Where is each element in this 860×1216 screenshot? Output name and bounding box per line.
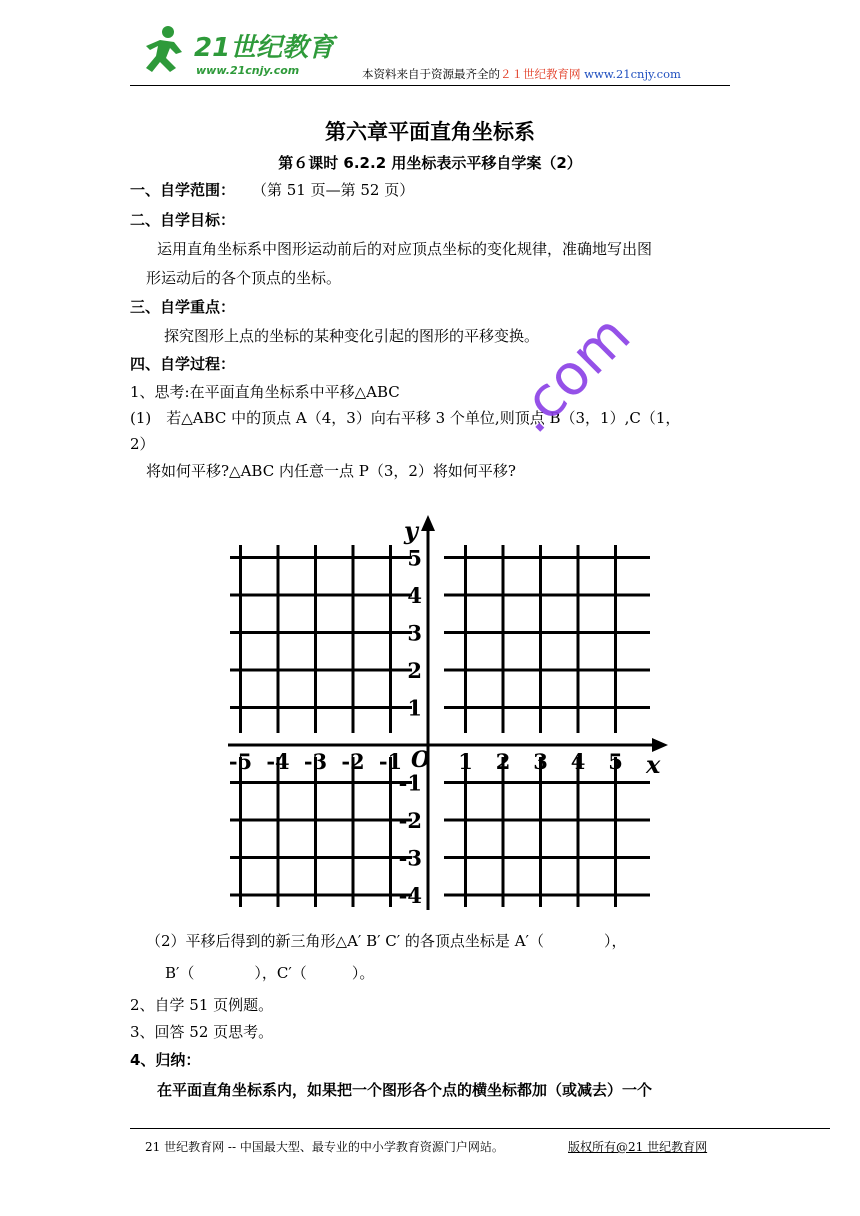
y-tick-label: 5 [407,545,422,571]
question-1-1-line-2: 2） [130,435,155,453]
x-tick-label: 3 [533,749,548,774]
logo-url: www.21cnjy.com [196,64,300,77]
section-1-label: 一、自学范围： [130,181,236,199]
x-tick-label: 2 [495,749,511,774]
grid-lines [230,545,650,907]
section-3-text: 探究图形上点的坐标的某种变化引起的图形的平移变换。 [164,327,540,345]
question-1: 1、思考:在平面直角坐标系中平移△ABC [130,383,400,401]
y-tick-label: 1 [407,695,422,721]
footer-divider [130,1128,830,1129]
header-note-url[interactable]: www.21cnjy.com [584,67,681,81]
section-4-label: 四、自学过程： [130,355,236,373]
question-1-2-line-2: B′（ ），C′（ ）。 [165,964,375,982]
origin-label: O [411,747,431,773]
section-2-line-2: 形运动后的各个顶点的坐标。 [146,269,342,287]
x-tick-label: -4 [266,749,290,774]
question-1-1-line-3: 将如何平移?△ABC 内任意一点 P（3，2）将如何平移? [146,462,516,480]
page-title: 第六章平面直角坐标系 [325,120,535,144]
y-tick-label: -4 [398,883,422,908]
question-1-2-line-1: （2）平移后得到的新三角形△A′ B′ C′ 的各顶点坐标是 A′（ ）， [146,932,627,950]
header-note-site: ２１世纪教育网 [500,67,581,81]
x-tick-label: 5 [608,749,623,774]
question-4-text: 在平面直角坐标系内，如果把一个图形各个点的横坐标都加（或减去）一个 [157,1081,653,1099]
coordinate-grid [218,515,668,915]
x-tick-label: -5 [228,749,253,774]
section-3-label: 三、自学重点： [130,298,236,316]
x-tick-label: -1 [378,749,403,774]
section-2-line-1: 运用直角坐标系中图形运动前后的对应顶点坐标的变化规律，准确地写出图 [157,240,653,258]
x-tick-label: -2 [341,749,365,774]
section-2-label: 二、自学目标： [130,211,236,229]
y-tick-label: 4 [407,583,422,608]
x-axis [228,738,668,752]
y-tick-label: -2 [398,808,422,833]
header-note-prefix: 本资料来自于资源最齐全的 [362,67,500,81]
x-tick-label: 1 [458,749,473,774]
watermark: .com [500,302,644,446]
section-1-text: （第 51 页—第 52 页） [252,181,415,199]
runner-icon [146,26,182,72]
question-3: 3、回答 52 页思考。 [130,1023,274,1041]
y-tick-label: -3 [398,845,422,871]
y-tick-label: 2 [407,658,422,683]
logo-text: 21世纪教育 [194,33,335,63]
header-divider [130,85,730,86]
x-axis-label: x [646,750,661,779]
question-2: 2、自学 51 页例题。 [130,996,274,1014]
x-tick-label: 4 [570,749,586,774]
header-note [362,66,681,82]
y-tick-label: 3 [407,620,422,646]
y-axis-label: y [404,516,418,545]
footer-text: 21 世纪教育网 -- 中国最大型、最专业的中小学教育资源门户网站。 [145,1140,504,1154]
page-subtitle: 第６课时 6.2.2 用坐标表示平移自学案（2） [278,154,582,172]
x-tick-label: -3 [303,749,328,774]
site-logo [138,22,338,84]
question-1-1-line-1: (1) 若△ABC 中的顶点 A（4，3）向右平移 3 个单位,则顶点 B（3，1）,C（1， [130,409,681,427]
question-4-label: 4、归纳： [130,1051,201,1069]
y-axis [421,515,435,910]
footer-copyright-link[interactable]: 版权所有@21 世纪教育网 [568,1140,708,1154]
y-tick-label: -1 [398,770,422,796]
